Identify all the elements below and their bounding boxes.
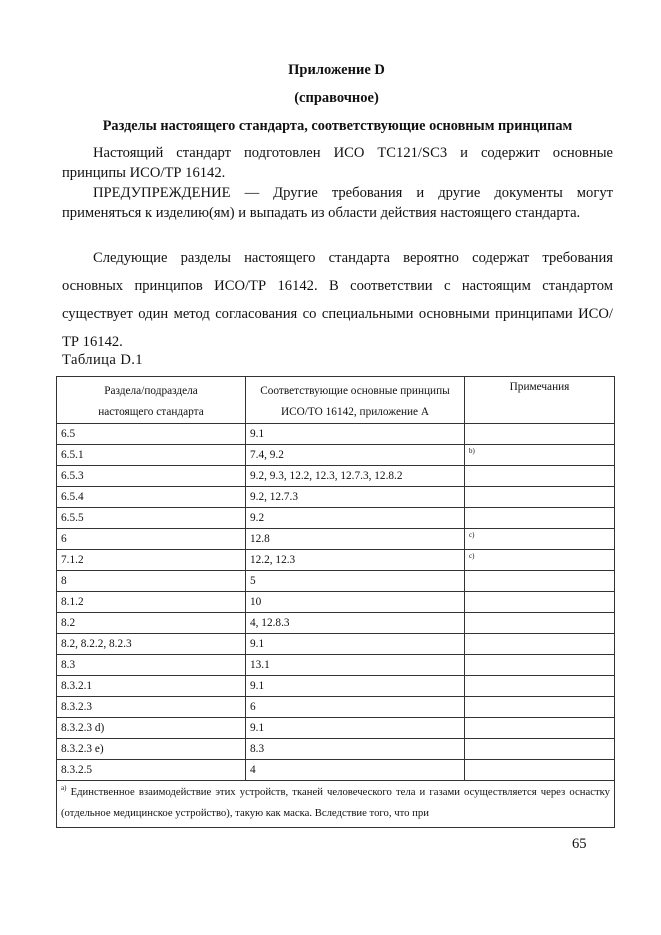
table-row (57, 697, 615, 718)
table-row (57, 466, 615, 487)
cell-section: 8.3 (57, 655, 246, 676)
cell-note (465, 760, 615, 781)
table-row (57, 718, 615, 739)
cell-principles: 4, 12.8.3 (246, 613, 465, 634)
cell-section: 7.1.2 (57, 550, 246, 571)
cell-principles: 6 (246, 697, 465, 718)
header-sections (57, 377, 246, 424)
table-caption: Таблица D.1 (62, 352, 144, 368)
table-row (57, 529, 615, 550)
table-row (57, 550, 615, 571)
cell-principles: 9.2, 12.7.3 (246, 487, 465, 508)
cell-section: 8.3.2.3 (57, 697, 246, 718)
cell-principles: 9.1 (246, 718, 465, 739)
cell-note (465, 508, 615, 529)
paragraph-intro: Настоящий стандарт подготовлен ИСО ТС121/SC3 и содержит основные принципы ИСО/ТР 16142. (62, 145, 613, 181)
table-row (57, 760, 615, 781)
footnote-text: Единственное взаимодействие этих устройств, тканей человеческого тела и газами осуществляется через оснастку (отдельное медицинское устройство), такую как маска. Вследствие того, что при (61, 786, 610, 819)
table-footnote (57, 781, 615, 828)
cell-principles: 9.1 (246, 634, 465, 655)
header-sections-line2: настоящего стандарта (98, 406, 204, 418)
cell-section: 8.3.2.3 e) (57, 739, 246, 760)
table-row (57, 739, 615, 760)
cell-principles: 12.2, 12.3 (246, 550, 465, 571)
header-principles-line1: Соответствующие основные принципы (260, 385, 450, 397)
table-row (57, 424, 615, 445)
table-footnote-row (57, 781, 615, 828)
table-row (57, 655, 615, 676)
table-row (57, 571, 615, 592)
cell-section: 8.2 (57, 613, 246, 634)
table-row (57, 634, 615, 655)
cell-section: 6.5.4 (57, 487, 246, 508)
cell-principles: 9.2 (246, 508, 465, 529)
cell-principles: 4 (246, 760, 465, 781)
cell-note (465, 487, 615, 508)
cell-principles: 12.8 (246, 529, 465, 550)
cell-section: 6.5.3 (57, 466, 246, 487)
cell-section: 8 (57, 571, 246, 592)
table-row (57, 508, 615, 529)
cell-note (465, 592, 615, 613)
cell-section: 8.2, 8.2.2, 8.2.3 (57, 634, 246, 655)
cell-section: 8.3.2.1 (57, 676, 246, 697)
cell-section: 8.1.2 (57, 592, 246, 613)
header-notes (465, 377, 615, 424)
cell-note (465, 634, 615, 655)
correspondence-table (56, 376, 615, 828)
cell-principles: 5 (246, 571, 465, 592)
paragraph-sections: Следующие разделы настоящего стандарта вероятно содержат требования основных принципов ИСО/ТР 16142. В соответствии с настоящим стандартом существует один метод согласования со специальными основными принципами ИСО/ТР 16142. (62, 250, 613, 350)
cell-section: 6.5.1 (57, 445, 246, 466)
table-row (57, 676, 615, 697)
cell-section: 6 (57, 529, 246, 550)
cell-note (465, 739, 615, 760)
cell-section: 6.5.5 (57, 508, 246, 529)
table-row (57, 445, 615, 466)
annex-title: Приложение D (288, 62, 385, 78)
table-row (57, 613, 615, 634)
cell-note (465, 445, 615, 466)
cell-principles: 7.4, 9.2 (246, 445, 465, 466)
cell-note (465, 466, 615, 487)
cell-note (465, 718, 615, 739)
cell-note (465, 529, 615, 550)
cell-principles: 8.3 (246, 739, 465, 760)
table-row (57, 487, 615, 508)
cell-principles: 9.2, 9.3, 12.2, 12.3, 12.7.3, 12.8.2 (246, 466, 465, 487)
cell-note (465, 571, 615, 592)
note-marker: c) (469, 531, 475, 539)
cell-note (465, 697, 615, 718)
header-sections-line1: Раздела/подраздела (104, 385, 198, 397)
cell-note (465, 550, 615, 571)
footnote-marker: a) (61, 784, 67, 792)
header-principles-line2: ИСО/ТО 16142, приложение А (280, 406, 430, 418)
paragraph-warning: ПРЕДУПРЕЖДЕНИЕ — Другие требования и другие документы могут применяться к изделию(ям) и выпадать из области действия настоящего стандарта. (62, 185, 613, 221)
annex-subtitle: (справочное) (294, 90, 379, 106)
table-header-row (57, 377, 615, 424)
cell-note (465, 655, 615, 676)
header-principles (246, 377, 465, 424)
note-marker: c) (469, 552, 475, 560)
cell-section: 8.3.2.3 d) (57, 718, 246, 739)
cell-section: 8.3.2.5 (57, 760, 246, 781)
table-row (57, 592, 615, 613)
header-notes-label: Примечания (509, 381, 570, 393)
cell-principles: 10 (246, 592, 465, 613)
cell-principles: 9.1 (246, 424, 465, 445)
cell-principles: 13.1 (246, 655, 465, 676)
section-heading: Разделы настоящего стандарта, соответствующие основным принципам (102, 118, 573, 134)
note-marker: b) (469, 447, 475, 455)
cell-section: 6.5 (57, 424, 246, 445)
cell-note (465, 676, 615, 697)
cell-note (465, 424, 615, 445)
cell-principles: 9.1 (246, 676, 465, 697)
cell-note (465, 613, 615, 634)
page-number: 65 (572, 836, 587, 852)
